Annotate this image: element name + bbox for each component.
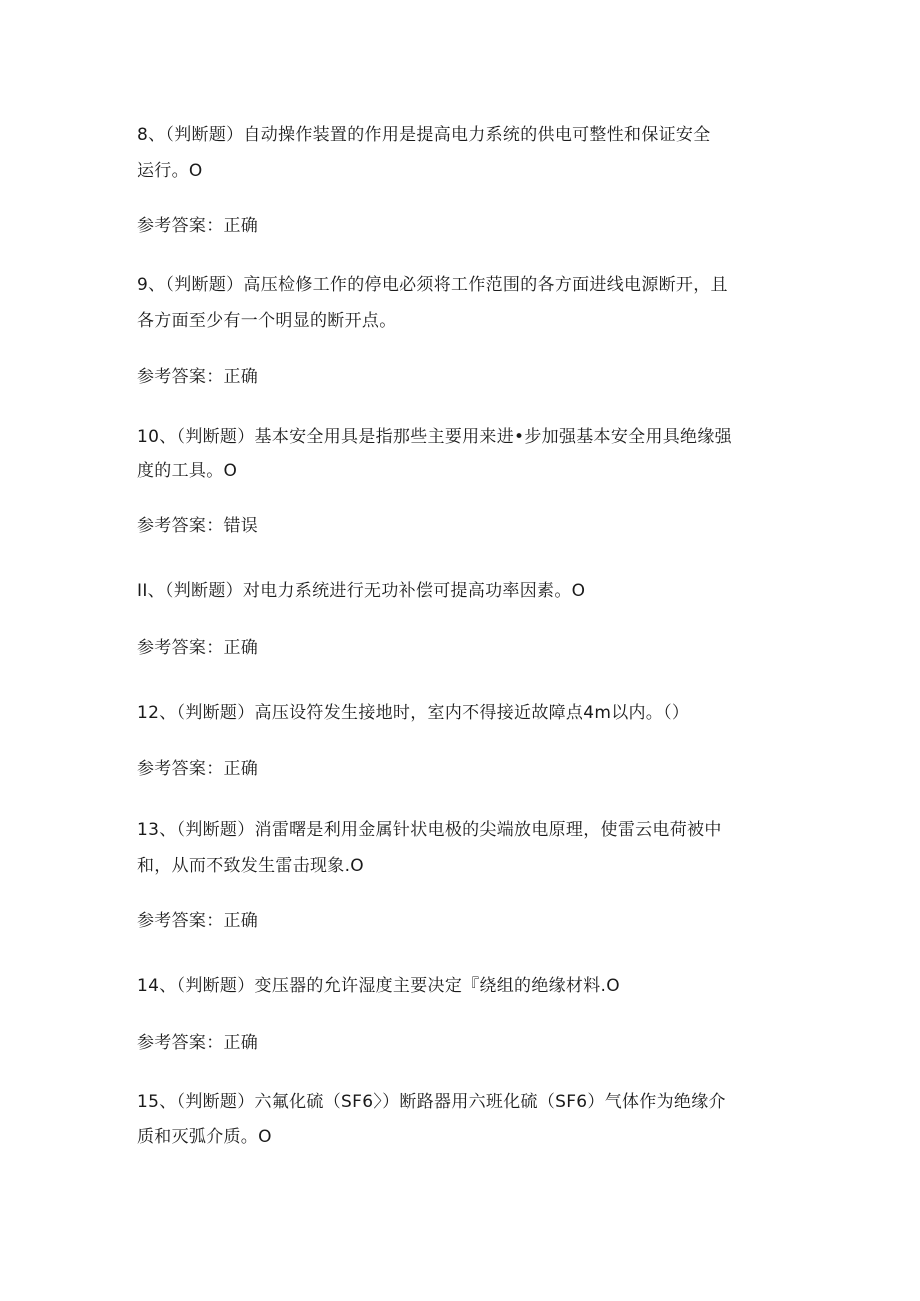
- question-11-line-1: II、（判断题）对电力系统进行无功补偿可提高功率因素。O: [137, 581, 586, 601]
- question-9-answer: 参考答案：正确: [137, 367, 259, 387]
- question-10-answer: 参考答案：错误: [137, 516, 259, 536]
- question-8-line-2: 运行。O: [137, 161, 203, 181]
- question-10-line-2: 度的工具。O: [137, 461, 238, 481]
- question-11-answer: 参考答案：正确: [137, 638, 259, 658]
- question-12-line-1: 12、（判断题）高压设符发生接地时，室内不得接近故障点4m以内。（）: [137, 703, 690, 723]
- question-10-line-1: 10、（判断题）基本安全用具是指那些主要用来进•步加强基本安全用具绝缘强: [137, 427, 732, 447]
- question-14-line-1: 14、（判断题）变压器的允许湿度主要决定『绕组的绝缘材料.O: [137, 976, 620, 996]
- question-13-answer: 参考答案：正确: [137, 911, 259, 931]
- question-9-line-1: 9、（判断题）高压检修工作的停电必须将工作范围的各方面进线电源断开，且: [137, 275, 728, 295]
- question-14-answer: 参考答案：正确: [137, 1033, 259, 1053]
- question-15-line-1: 15、（判断题）六氟化硫（SF6〉）断路器用六班化硫（SF6）气体作为绝缘介: [137, 1092, 726, 1112]
- question-13-line-1: 13、（判断题）消雷曙是利用金属针状电极的尖端放电原理，使雷云电荷被中: [137, 820, 722, 840]
- question-13-line-2: 和，从而不致发生雷击现象.O: [137, 856, 364, 876]
- question-12-answer: 参考答案：正确: [137, 759, 259, 779]
- question-8-line-1: 8、（判断题）自动操作装置的作用是提高电力系统的供电可整性和保证安全: [137, 125, 711, 145]
- question-8-answer: 参考答案：正确: [137, 216, 259, 236]
- question-15-line-2: 质和灭弧介质。O: [137, 1127, 272, 1147]
- question-9-line-2: 各方面至少有一个明显的断开点。: [137, 311, 397, 331]
